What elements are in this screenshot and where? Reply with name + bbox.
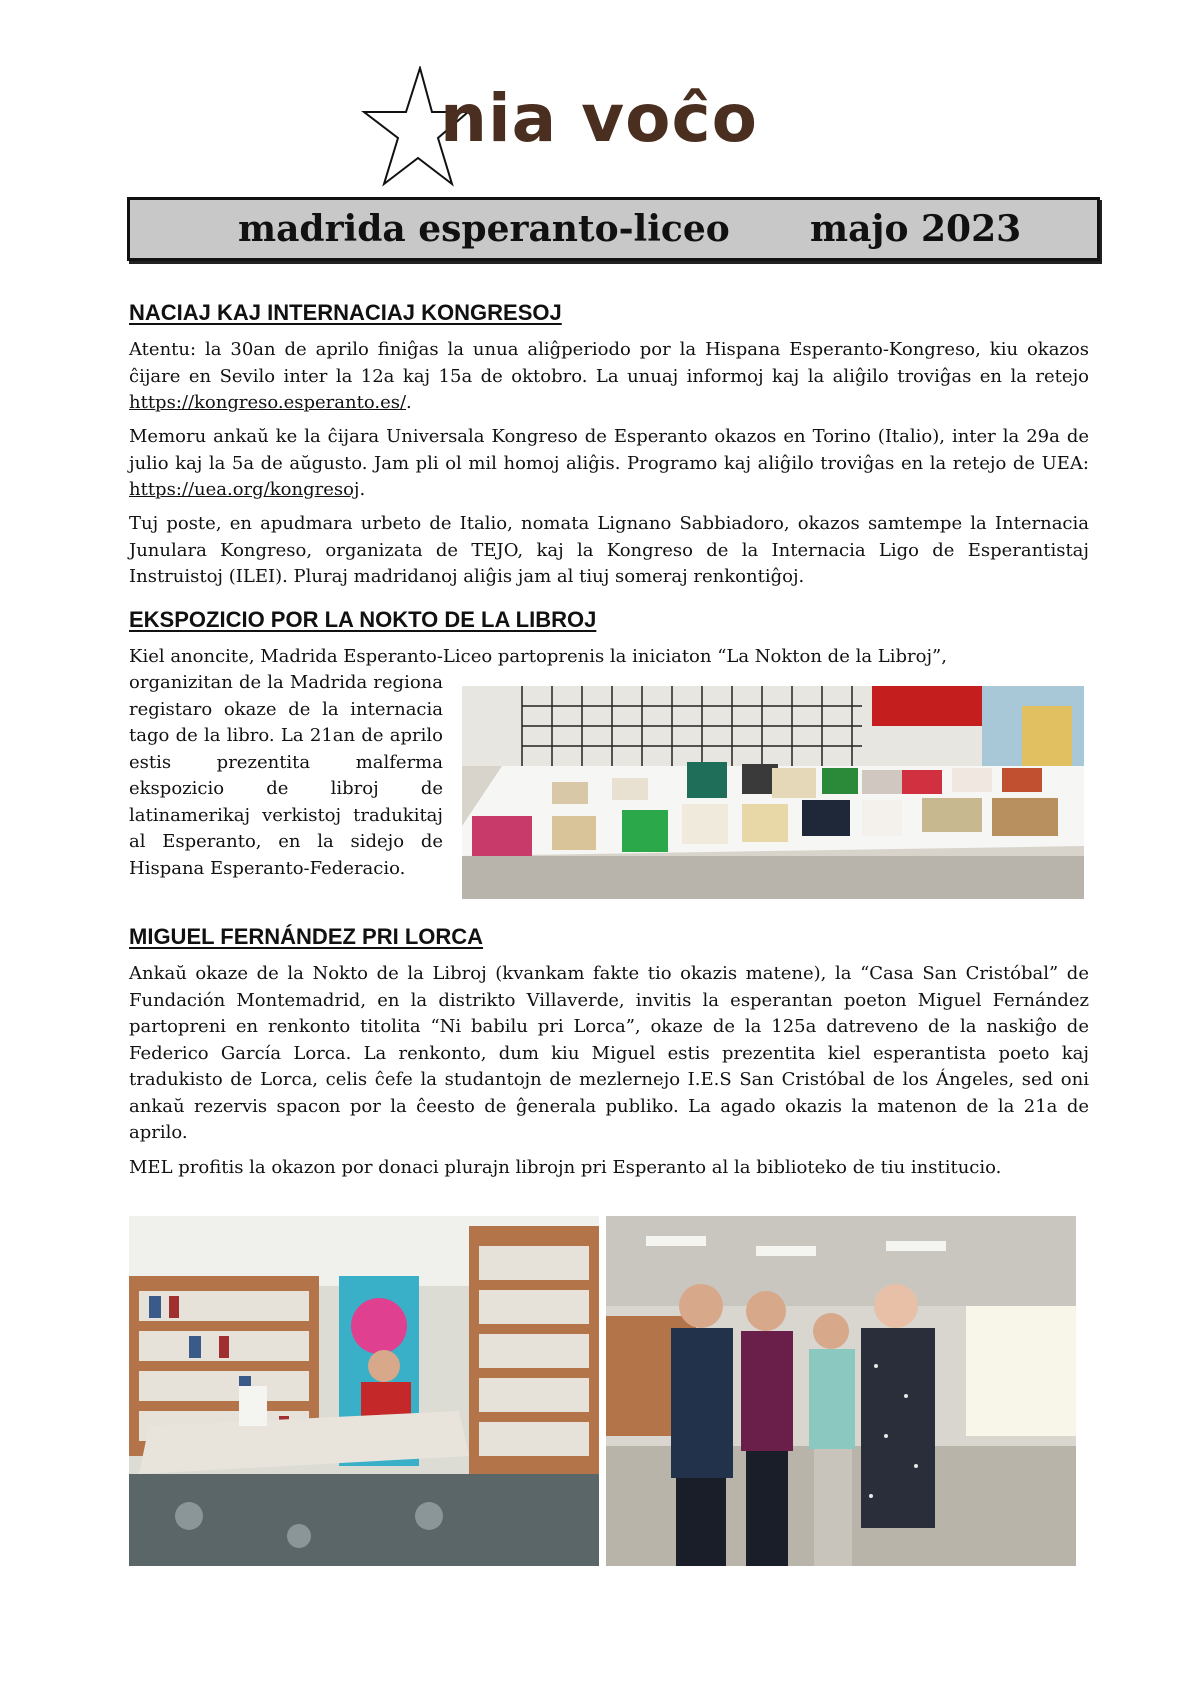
link-uea[interactable]: https://uea.org/kongresoj (129, 479, 360, 500)
section-title-congresses: NACIAJ KAJ INTERNACIAJ KONGRESOJ (129, 300, 562, 325)
paragraph-spanish-congress: Atentu: la 30an de aprilo finiĝas la unua aliĝperiodo por la Hispana Esperanto-Kongreso, kiu okazos ĉijare en Sevilo inter la 12a kaj 15a de oktobro. La unuaj informoj kaj la aliĝilo troviĝas en la retejo https://kongreso.esperanto.es/. (129, 339, 1089, 413)
newsletter-logo: nia voĉo (440, 80, 758, 157)
photo-miguel-reading (129, 1216, 599, 1566)
paragraph-donation: MEL profitis la okazon por donaci plurajn librojn pri Esperanto al la biblioteko de tiu institucio. (129, 1157, 1002, 1178)
masthead (360, 66, 780, 196)
paragraph-exhibition-lead: Kiel anoncite, Madrida Esperanto-Liceo partoprenis la iniciaton “La Nokton de la Libroj”, (129, 646, 947, 667)
issue-banner (127, 197, 1100, 261)
issue-date: majo 2023 (810, 208, 1022, 250)
paragraph-youth-congress: Tuj poste, en apudmara urbeto de Italio, nomata Lignano Sabbiadoro, okazos samtempe la Internacia Junulara Kongreso, organizata de TEJO, kaj la Kongreso de la Internacia Ligo de Esperantistaj Instruistoj (ILEI). Pluraj madridanoj aliĝis jam al tiuj someraj renkontiĝoj. (129, 513, 1089, 587)
paragraph-lorca-event: Ankaŭ okaze de la Nokto de la Libroj (kvankam fakte tio okazis matene), la “Casa San Cristóbal” de Fundación Montemadrid, en la distrikto Villaverde, invitis la esperantan poeton Miguel Fernández partopreni en renkonto titolita “Ni babilu pri Lorca”, okaze de la 125a datreveno de la naskiĝo de Federico García Lorca. La renkonto, dum kiu Miguel estis prezentita kiel esperantista poeto kaj tradukisto de Lorca, celis ĉefe la studantojn de mezlernejo I.E.S San Cristóbal de los Ángeles, sed oni ankaŭ rezervis spacon por la ĉeesto de ĝenerala publiko. La agado okazis la matenon de la 21a de aprilo. (129, 963, 1089, 1143)
section-title-lorca: MIGUEL FERNÁNDEZ PRI LORCA (129, 924, 484, 949)
photo-group-donation (606, 1216, 1076, 1566)
link-kongreso[interactable]: https://kongreso.esperanto.es/ (129, 392, 407, 413)
exhibition-photo (462, 686, 1084, 899)
paragraph-universal-congress: Memoru ankaŭ ke la ĉijara Universala Kongreso de Esperanto okazos en Torino (Italio), inter la 29a de julio kaj la 5a de aŭgusto. Jam pli ol mil homoj aliĝis. Programo kaj aliĝilo troviĝas en la retejo de UEA: https://uea.org/kongresoj. (129, 426, 1089, 500)
section-title-exhibition: EKSPOZICIO POR LA NOKTO DE LA LIBROJ (129, 607, 597, 632)
publisher-name: madrida esperanto-liceo (238, 208, 730, 250)
paragraph-exhibition-body: organizitan de la Madrida regiona registaro okaze de la internacia tago de la libro. La 21an de aprilo estis prezentita malferma ekspozicio de libroj de latinamerikaj verkistoj tradukitaj al Esperanto, en la sidejo de Hispana Esperanto-Federacio. (129, 672, 443, 879)
